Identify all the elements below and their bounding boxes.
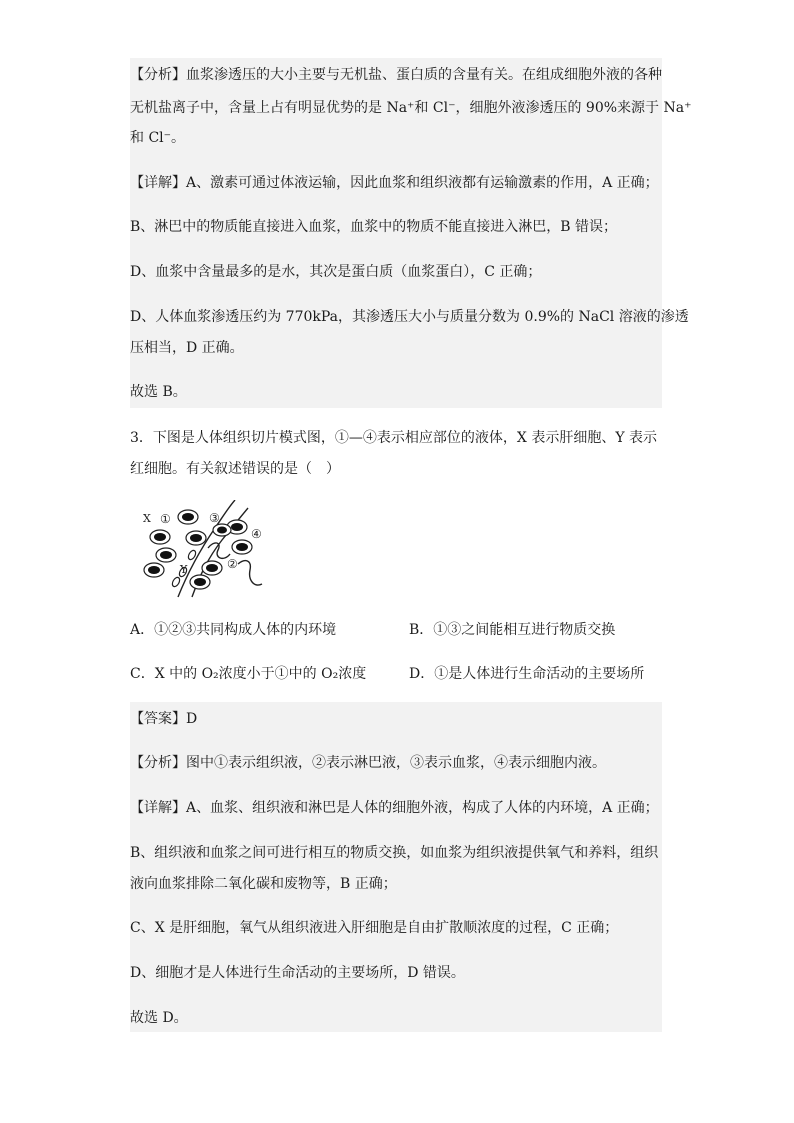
label-x: X [143,512,151,525]
detail-line-6: 故选 B。 [130,384,187,400]
answer-line: 【答案】D [130,711,198,727]
analysis-line-3: 和 Cl⁻。 [130,130,186,146]
analysis-line-2: 无机盐离子中，含量上占有明显优势的是 Na⁺和 Cl⁻，细胞外液渗透压的 90%来源于 Na⁺ [130,100,692,116]
q3-detail-line-3: 液向血浆排除二氧化碳和废物等，B 正确； [130,876,397,892]
detail-line-3: D、血浆中含量最多的是水，其次是蛋白质（血浆蛋白），C 正确； [130,264,542,280]
detail-line-2: B、淋巴中的物质能直接进入血浆，血浆中的物质不能直接进入淋巴，B 错误； [130,219,618,235]
label-c4: ④ [251,527,262,541]
detail-line-4: D、人体血浆渗透压约为 770kPa，其渗透压大小与质量分数为 0.9%的 NaCl 溶液的渗透 [130,309,689,325]
detail-line-1: 【详解】A、激素可通过体液运输，因此血浆和组织液都有运输激素的作用，A 正确； [130,175,659,191]
q3-detail-line-5: D、细胞才是人体进行生命活动的主要场所，D 错误。 [130,965,465,981]
option-b[interactable]: B．①③之间能相互进行物质交换 [409,622,616,638]
label-c3: ③ [209,511,220,525]
label-y: Y [180,563,188,576]
label-c1: ① [160,512,171,526]
q3-detail-line-1: 【详解】A、血浆、组织液和淋巴是人体的细胞外液，构成了人体的内环境，A 正确； [130,800,659,816]
analysis-line-1: 【分析】血浆渗透压的大小主要与无机盐、蛋白质的含量有关。在组成细胞外液的各种 [130,67,662,83]
q3-detail-line-2: B、组织液和血浆之间可进行相互的物质交换，如血浆为组织液提供氧气和养料，组织 [130,845,659,861]
option-a[interactable]: A．①②③共同构成人体的内环境 [130,622,337,638]
question-stem-line-2: 红细胞。有关叙述错误的是（ ） [130,461,340,477]
question-stem-line-1: 3．下图是人体组织切片模式图，①—④表示相应部位的液体，X 表示肝细胞、Y 表示 [130,430,658,446]
option-c[interactable]: C．X 中的 O₂浓度小于①中的 O₂浓度 [130,666,367,682]
analysis-line: 【分析】图中①表示组织液，②表示淋巴液，③表示血浆，④表示细胞内液。 [130,755,606,771]
q3-detail-line-6: 故选 D。 [130,1010,188,1026]
option-d[interactable]: D．①是人体进行生命活动的主要场所 [409,666,645,682]
detail-line-5: 压相当，D 正确。 [130,340,244,356]
q3-detail-line-4: C、X 是肝细胞，氧气从组织液进入肝细胞是自由扩散顺浓度的过程，C 正确； [130,920,619,936]
label-c2: ② [227,557,238,571]
tissue-section-figure [130,500,280,600]
